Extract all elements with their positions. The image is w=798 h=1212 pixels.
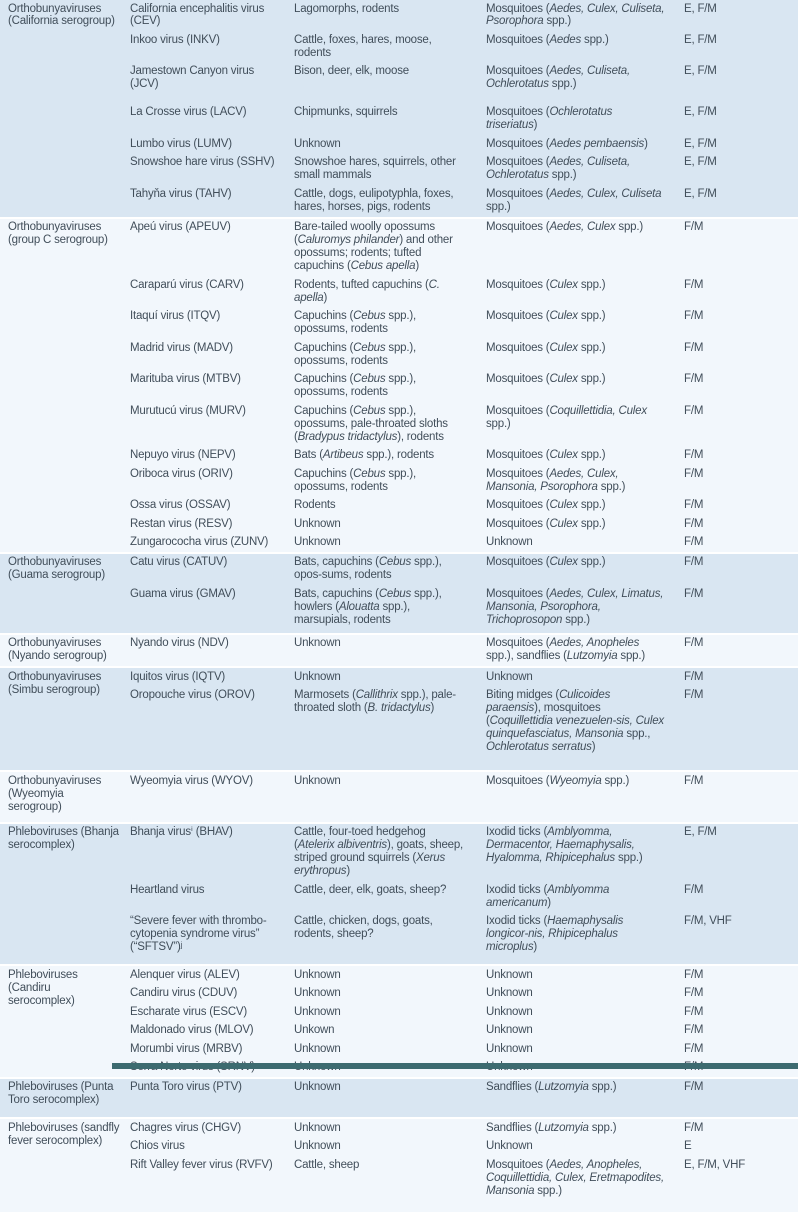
table-row [0,667,798,686]
vectors-cell: Biting midges (Culicoides paraensis), mosquitoes (Coquillettidia venezuelen-sis, Culex quinquefasciatus, Mansonia spp., Ochlerotatus serratus) [486,689,664,754]
virus-name-cell: Heartland virus [130,883,205,896]
vectors-cell: Mosquitoes (Culex spp.) [486,449,606,462]
disease-code-cell: E, F/M [684,33,717,46]
disease-code-cell: E, F/M [676,823,798,881]
table-row [0,823,798,881]
table-row [0,553,798,585]
hosts-cell: Cattle, foxes, hares, moose, rodents [294,33,432,59]
disease-code-cell: F/M [676,553,798,585]
hosts-cell: Unknown [294,1042,341,1055]
hosts-cell: Capuchins (Cebus spp.), opossums, rodents [294,373,416,399]
vectors-cell: Unknown [486,1024,533,1037]
hosts-cell: Unknown [294,137,341,150]
table-section [0,823,798,965]
disease-code-cell: E, F/M [684,65,717,78]
vectors-cell: Sandflies (Lutzomyia spp.) [478,1118,676,1137]
virus-name-cell: Punta Toro virus (PTV) [122,1078,286,1118]
disease-code-cell: F/M [676,667,798,686]
table-row [0,0,798,31]
disease-code-cell: F/M [676,965,798,984]
disease-code-cell: F/M [684,1005,704,1018]
vectors-cell: Mosquitoes (Aedes, Culex, Limatus, Mansonia, Psorophora, Trichoprosopon spp.) [486,587,664,626]
disease-code-cell: F/M, VHF [684,915,732,928]
disease-code-cell: E, F/M, VHF [684,1158,746,1171]
vectors-cell: Mosquitoes (Aedes, Culex spp.) [478,218,676,276]
vectors-cell: Ixodid ticks (Amblyomma, Dermacentor, Haemaphysalis, Hyalomma, Rhipicephalus spp.) [478,823,676,881]
virus-name-cell: Wyeomyia virus (WYOV) [122,771,286,822]
hosts-cell: Chipmunks, squirrels [294,106,398,119]
virus-name-cell: Ossa virus (OSSAV) [130,499,231,512]
disease-code-cell: E, F/M [684,137,717,150]
disease-code-cell: F/M [676,218,798,276]
disease-code-cell: F/M [684,883,704,896]
hosts-cell: Marmosets (Callithrix spp.), pale-throated sloth (B. tridactylus) [294,689,456,715]
virus-group-cell: Phleboviruses (sandfly fever serocomplex) [0,1118,122,1211]
hosts-cell: Unknown [286,1078,478,1118]
table-row [0,771,798,822]
disease-code-cell: F/M [676,771,798,822]
table-bottom-rule [112,1063,798,1069]
vectors-cell: Mosquitoes (Culex spp.) [486,341,606,354]
virus-name-cell: Chagres virus (CHGV) [122,1118,286,1137]
virus-name-cell: Jamestown Canyon virus (JCV) [130,65,255,91]
virus-name-cell: Snowshoe hare virus (SSHV) [130,156,275,169]
hosts-cell: Cattle, dogs, eulipotyphla, foxes, hares, horses, pigs, rodents [294,187,454,213]
disease-code-cell: F/M [684,341,704,354]
virus-name-cell: Oriboca virus (ORIV) [130,467,233,480]
table-section [0,771,798,822]
virus-group-cell: Orthobunyaviruses (group C serogroup) [0,218,122,553]
hosts-cell: Capuchins (Cebus spp.), opossums, rodents [294,310,416,336]
hosts-cell: Capuchins (Cebus spp.), opossums, pale-throated sloths (Bradypus tridactylus), rodents [294,404,448,443]
virus-name-cell: Tahyňa virus (TAHV) [130,187,232,200]
disease-code-cell: F/M [684,499,704,512]
hosts-cell: Unkown [294,1024,335,1037]
disease-code-cell: F/M [676,1118,798,1137]
table-section [0,1078,798,1118]
virus-name-cell: Iquitos virus (IQTV) [122,667,286,686]
vectors-cell: Mosquitoes (Culex spp.) [486,517,606,530]
disease-code-cell: F/M [684,535,704,548]
vectors-cell: Mosquitoes (Aedes, Culiseta, Ochlerotatus spp.) [486,65,630,91]
hosts-cell: Cattle, deer, elk, goats, sheep? [294,883,447,896]
vectors-cell: Mosquitoes (Aedes, Anopheles, Coquillettidia, Culex, Eretmapodites, Mansonia spp.) [486,1158,664,1197]
hosts-cell: Unknown [294,535,341,548]
disease-code-cell: F/M [684,310,704,323]
hosts-cell: Bats, capuchins (Cebus spp.), opos-sums, rodents [286,553,478,585]
hosts-cell: Rodents [294,499,336,512]
virus-name-cell: Apeú virus (APEUV) [122,218,286,276]
virus-name-cell: Alenquer virus (ALEV) [122,965,286,984]
hosts-cell: Unknown [286,1118,478,1137]
virus-name-cell: Murutucú virus (MURV) [130,404,246,417]
virus-group-cell: Orthobunyaviruses (Simbu serogroup) [0,667,122,771]
virus-name-cell: Morumbi virus (MRBV) [130,1042,243,1055]
table-row [0,965,798,984]
hosts-cell: Rodents, tufted capuchins (C. apella) [294,278,440,304]
vectors-cell: Mosquitoes (Aedes spp.) [486,33,609,46]
vectors-cell: Mosquitoes (Aedes, Culex, Culiseta spp.) [486,187,662,213]
hosts-cell: Bats, capuchins (Cebus spp.), howlers (Alouatta spp.), marsupials, rodents [294,587,442,626]
virus-name-cell: Restan virus (RESV) [130,517,233,530]
vectors-cell: Mosquitoes (Culex spp.) [486,310,606,323]
disease-code-cell: E, F/M [684,187,717,200]
disease-code-cell: E, F/M [684,2,717,15]
virus-name-cell: Candiru virus (CDUV) [130,987,238,1000]
vectors-cell: Mosquitoes (Culex spp.) [486,278,606,291]
virus-name-cell: Guama virus (GMAV) [130,587,236,600]
hosts-cell: Cattle, sheep [294,1158,360,1171]
hosts-cell: Unknown [286,634,478,667]
vectors-cell: Unknown [478,965,676,984]
disease-code-cell: F/M [684,1042,704,1055]
hosts-cell: Unknown [286,965,478,984]
virus-name-cell: California encephalitis virus (CEV) [130,2,265,28]
virus-name-cell: “Severe fever with thrombo-cytopenia syndrome virus” (“SFTSV”)ʲ [130,915,267,954]
vectors-cell: Unknown [486,1042,533,1055]
vectors-cell: Mosquitoes (Coquillettidia, Culex spp.) [486,404,647,430]
disease-code-cell: F/M [684,467,704,480]
table-section [0,1118,798,1211]
hosts-cell: Snowshoe hares, squirrels, other small mammals [294,156,456,182]
disease-code-cell: F/M [684,517,704,530]
virus-group-cell: Orthobunyaviruses (Nyando serogroup) [0,634,122,667]
table-section [0,667,798,771]
table-row [0,1118,798,1137]
virus-group-cell: Phleboviruses (Candiru serocomplex) [0,965,122,1078]
hosts-cell: Cattle, chicken, dogs, goats, rodents, sheep? [294,915,433,941]
table-row [0,634,798,667]
virus-name-cell: Nyando virus (NDV) [122,634,286,667]
virus-name-cell: Marituba virus (MTBV) [130,373,241,386]
vectors-cell: Mosquitoes (Aedes pembaensis) [486,137,648,150]
disease-code-cell: E, F/M [684,106,717,119]
table-row [0,218,798,276]
table-row [0,1078,798,1118]
disease-code-cell: E, F/M [684,156,717,169]
hosts-cell: Unknown [286,667,478,686]
vectors-cell: Ixodid ticks (Amblyomma americanum) [486,883,610,909]
table-section [0,218,798,553]
vectors-cell: Mosquitoes (Aedes, Culex, Mansonia, Psorophora spp.) [486,467,626,493]
vectors-cell: Mosquitoes (Ochlerotatus triseriatus) [486,106,613,132]
vectors-cell: Mosquitoes (Aedes, Culiseta, Ochlerotatus spp.) [486,156,630,182]
hosts-cell: Unknown [294,1140,341,1153]
virus-name-cell: Caraparú virus (CARV) [130,278,244,291]
virus-name-cell: Zungarococha virus (ZUNV) [130,535,269,548]
virus-name-cell: Inkoo virus (INKV) [130,33,220,46]
hosts-cell: Unknown [294,517,341,530]
hosts-cell: Unknown [286,771,478,822]
vectors-cell: Ixodid ticks (Haemaphysalis longicor-nis, Rhipicephalus microplus) [486,915,624,954]
hosts-cell: Cattle, four-toed hedgehog (Atelerix albiventris), goats, sheep, striped ground squirrels (Xerus erythropus) [286,823,478,881]
vectors-cell: Mosquitoes (Wyeomyia spp.) [478,771,676,822]
table-section [0,553,798,634]
virus-group-cell: Orthobunyaviruses (Wyeomyia serogroup) [0,771,122,822]
disease-code-cell: F/M [676,634,798,667]
vectors-cell: Unknown [486,987,533,1000]
disease-code-cell: F/M [684,449,704,462]
hosts-cell: Capuchins (Cebus spp.), opossums, rodents [294,467,416,493]
vectors-cell: Unknown [486,1005,533,1018]
disease-code-cell: F/M [676,1078,798,1118]
hosts-cell: Bison, deer, elk, moose [294,65,409,78]
virus-name-cell: Nepuyo virus (NEPV) [130,449,236,462]
hosts-cell: Capuchins (Cebus spp.), opossums, rodents [294,341,416,367]
virus-group-cell: Phleboviruses (Punta Toro serocomplex) [0,1078,122,1118]
vectors-cell: Mosquitoes (Culex spp.) [486,373,606,386]
virus-group-cell: Orthobunyaviruses (Guama serogroup) [0,553,122,634]
virus-group-cell: Orthobunyaviruses (California serogroup) [8,2,115,28]
vectors-cell: Mosquitoes (Culex spp.) [478,553,676,585]
disease-code-cell: F/M [684,689,704,702]
hosts-cell: Bare-tailed woolly opossums (Caluromys philander) and other opossums; rodents; tufted capuchins (Cebus apella) [286,218,478,276]
disease-code-cell: F/M [684,278,704,291]
disease-code-cell: F/M [684,373,704,386]
hosts-cell: Unknown [294,987,341,1000]
virus-name-cell: La Crosse virus (LACV) [130,106,247,119]
disease-code-cell: F/M [684,587,704,600]
vectors-cell: Sandflies (Lutzomyia spp.) [478,1078,676,1118]
virus-name-cell: Oropouche virus (OROV) [130,689,255,702]
virus-name-cell: Madrid virus (MADV) [130,341,233,354]
disease-code-cell: F/M [684,404,704,417]
vectors-cell: Unknown [486,535,533,548]
virus-group-cell: Phleboviruses (Bhanja serocomplex) [0,823,122,965]
table-section [0,0,798,218]
vectors-cell: Mosquitoes (Culex spp.) [486,499,606,512]
virus-name-cell: Chios virus [130,1140,185,1153]
virus-name-cell: Lumbo virus (LUMV) [130,137,232,150]
vectors-cell: Unknown [486,1140,533,1153]
vectors-cell: Mosquitoes (Aedes, Anopheles spp.), sandflies (Lutzomyia spp.) [478,634,676,667]
virus-name-cell: Maldonado virus (MLOV) [130,1024,254,1037]
vectors-cell: Unknown [478,667,676,686]
disease-code-cell: F/M [684,987,704,1000]
disease-code-cell: E [684,1140,692,1153]
virus-name-cell: Catu virus (CATUV) [122,553,286,585]
virus-name-cell: Escharate virus (ESCV) [130,1005,248,1018]
table-section [0,965,798,1078]
table-section [0,634,798,667]
virus-name-cell: Rift Valley fever virus (RVFV) [130,1158,273,1171]
hosts-cell: Unknown [294,1005,341,1018]
disease-code-cell: F/M [684,1024,704,1037]
hosts-cell: Lagomorphs, rodents [294,2,399,15]
hosts-cell: Bats (Artibeus spp.), rodents [294,449,434,462]
virus-name-cell: Bhanja virusⁱ (BHAV) [122,823,286,881]
virus-name-cell: Itaquí virus (ITQV) [130,310,221,323]
vectors-cell: Mosquitoes (Aedes, Culex, Culiseta, Psorophora spp.) [486,2,665,28]
